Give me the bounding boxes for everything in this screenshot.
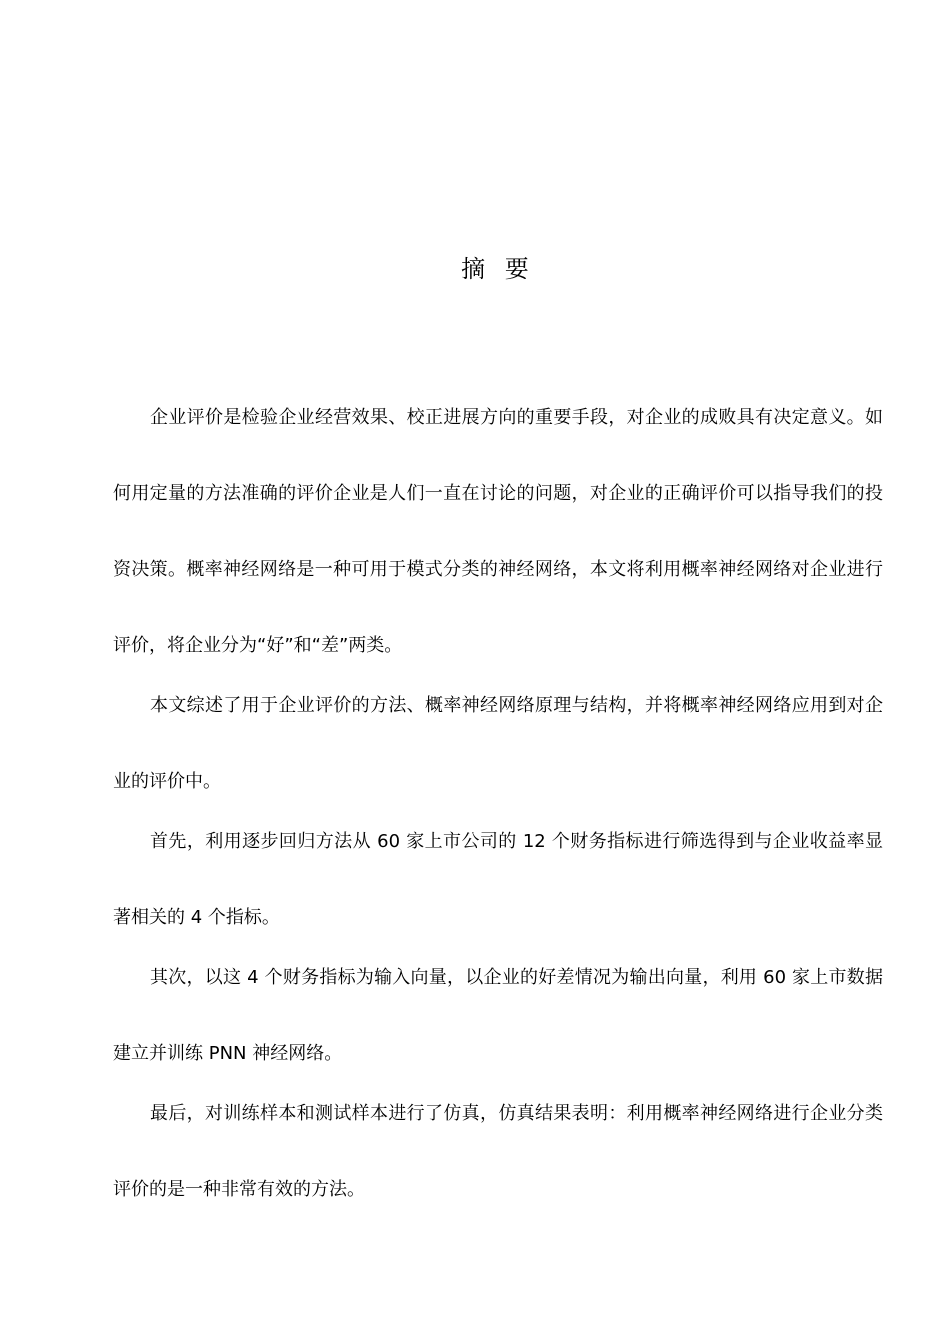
paragraph-3: 首先，利用逐步回归方法从 60 家上市公司的 12 个财务指标进行筛选得到与企业收益率显著相关的 4 个指标。 [113,831,883,928]
paragraph-5: 最后，对训练样本和测试样本进行了仿真，仿真结果表明：利用概率神经网络进行企业分类评价的是一种非常有效的方法。 [113,1103,883,1200]
abstract-body [113,380,883,1228]
page-title: 摘 要 [461,255,535,283]
paragraph-1: 企业评价是检验企业经营效果、校正进展方向的重要手段，对企业的成败具有决定意义。如何用定量的方法准确的评价企业是人们一直在讨论的问题，对企业的正确评价可以指导我们的投资决策。概率神经网络是一种可用于模式分类的神经网络，本文将利用概率神经网络对企业进行评价，将企业分为“好”和“差”两类。 [113,407,883,656]
paragraph-4: 其次，以这 4 个财务指标为输入向量，以企业的好差情况为输出向量，利用 60 家上市数据建立并训练 PNN 神经网络。 [113,967,883,1064]
paragraph-2: 本文综述了用于企业评价的方法、概率神经网络原理与结构，并将概率神经网络应用到对企业的评价中。 [113,695,883,792]
